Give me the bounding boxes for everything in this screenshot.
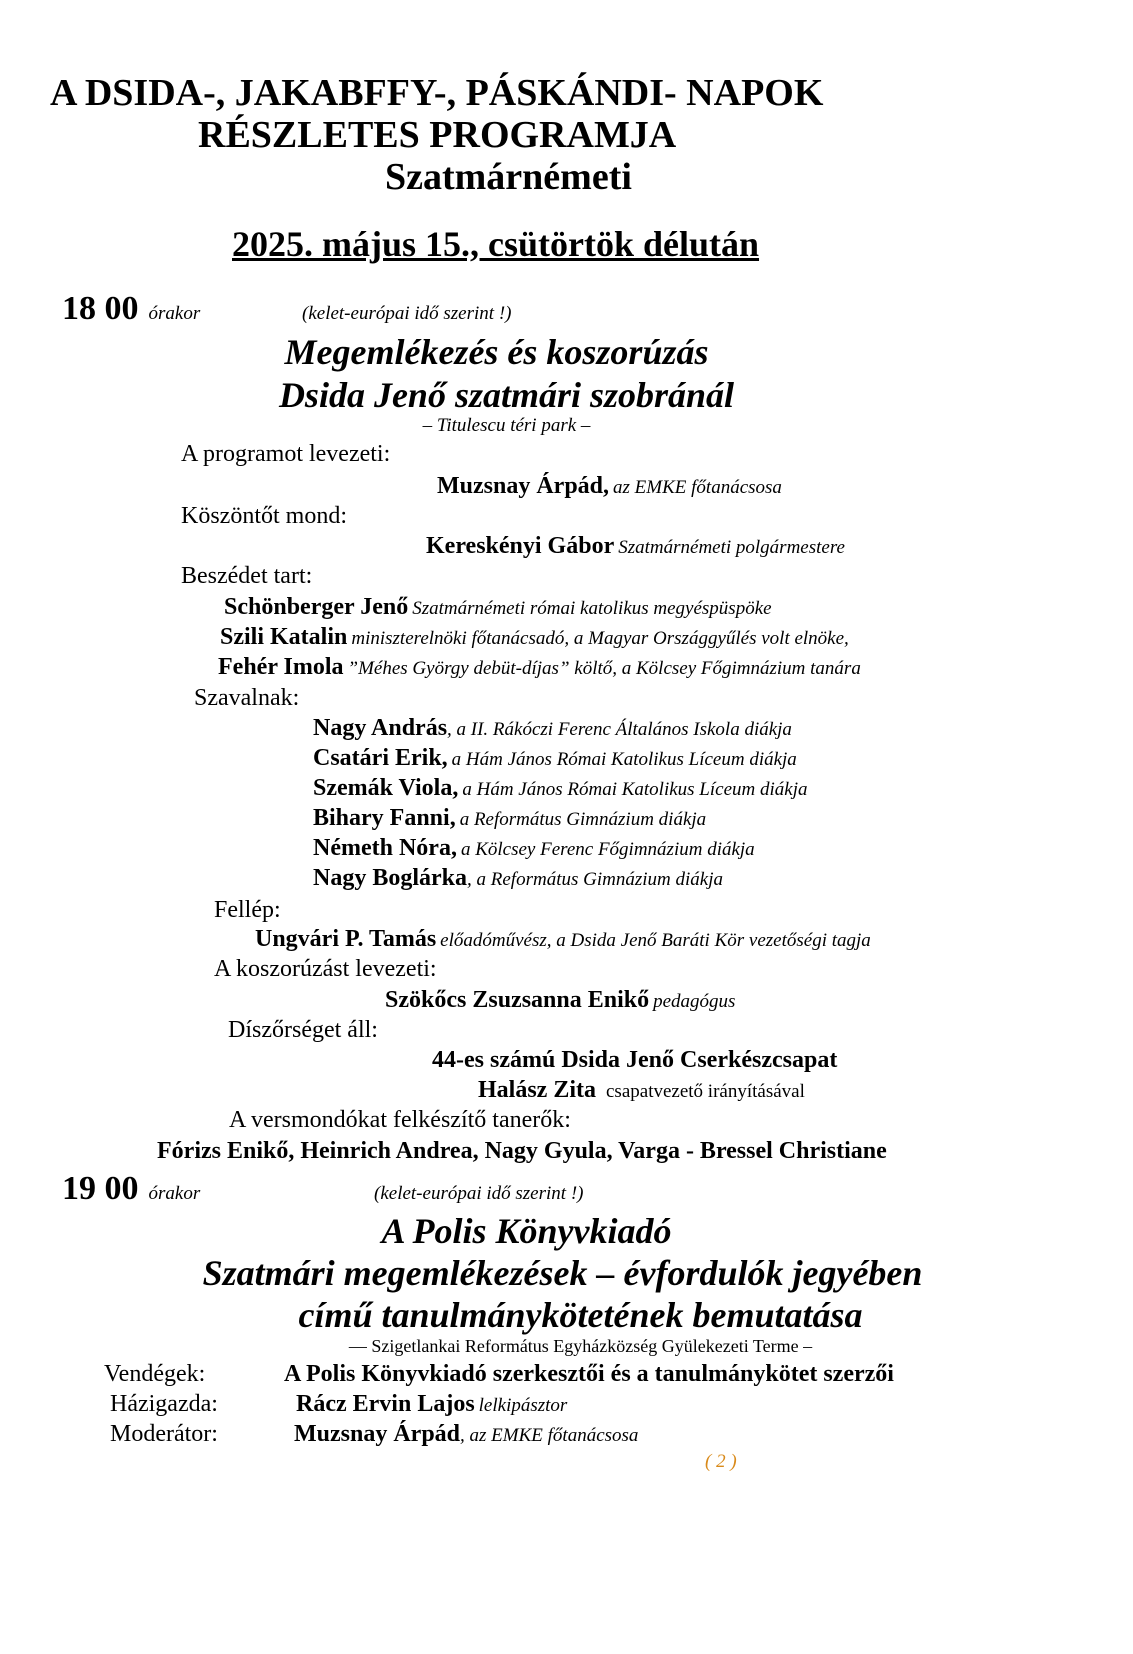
- greet-name: Kereskényi Gábor: [426, 533, 615, 559]
- reciter-name: Bihary Fanni,: [313, 805, 456, 831]
- speaker-row: [218, 655, 861, 679]
- host-name: Muzsnay Árpád,: [437, 473, 610, 499]
- guard-leader-row: [478, 1078, 805, 1102]
- moderator-desc: , az EMKE főtanácsosa: [460, 1425, 639, 1446]
- event1-time: 18 00: [62, 290, 139, 327]
- speaker-desc: ”Méhes György debüt-díjas” költő, a Kölcsey Főgimnázium tanára: [347, 658, 861, 679]
- greet-desc: Szatmárnémeti polgármestere: [618, 537, 845, 558]
- moderator-name: Muzsnay Árpád: [294, 1421, 461, 1447]
- event2-host-label: Házigazda:: [110, 1391, 218, 1417]
- event2-time: 19 00: [62, 1170, 139, 1207]
- greet-label: Köszöntőt mond:: [181, 503, 347, 529]
- host-label: A programot levezeti:: [181, 441, 391, 467]
- speech-label: Beszédet tart:: [181, 563, 313, 589]
- teachers-label: A versmondókat felkészítő tanerők:: [229, 1107, 571, 1133]
- reciter-row: [313, 716, 792, 740]
- moderator-label: Moderátor:: [110, 1421, 218, 1447]
- speaker-name: Szili Katalin: [220, 624, 348, 650]
- event2-time-row: [62, 1172, 200, 1206]
- event2-host-desc: lelkipásztor: [478, 1395, 568, 1416]
- guests-value: A Polis Könyvkiadó szerkesztői és a tanulmánykötet szerzői: [284, 1361, 894, 1387]
- event2-host-row: [296, 1392, 567, 1416]
- event1-title-line2: Dsida Jenő szatmári szobránál: [278, 375, 735, 415]
- program-title-line2: RÉSZLETES PROGRAMJA: [198, 114, 677, 156]
- event1-title-line1: Megemlékezés és koszorúzás: [284, 332, 709, 372]
- reciter-row: [313, 806, 706, 830]
- host-desc: az EMKE főtanácsosa: [613, 477, 782, 498]
- reciter-name: Nagy András: [313, 715, 448, 741]
- moderator-row: [294, 1422, 638, 1446]
- event1-location: – Titulescu téri park –: [422, 415, 591, 436]
- recite-label: Szavalnak:: [194, 685, 300, 711]
- event2-time-note: (kelet-európai idő szerint !): [374, 1183, 584, 1204]
- reciter-name: Németh Nóra,: [313, 835, 457, 861]
- reciter-desc: a Hám János Római Katolikus Líceum diákja: [451, 749, 797, 770]
- teachers-list: Fórizs Enikő, Heinrich Andrea, Nagy Gyula, Varga - Bressel Christiane: [157, 1138, 887, 1164]
- speaker-row: [224, 595, 772, 619]
- reciter-desc: a Református Gimnázium diákja: [459, 809, 707, 830]
- reciter-row: [313, 866, 723, 890]
- event2-host-name: Rácz Ervin Lajos: [296, 1391, 475, 1417]
- reciter-desc: , a II. Rákóczi Ferenc Általános Iskola diákja: [447, 719, 792, 740]
- program-title-line1: A DSIDA-, JAKABFFY-, PÁSKÁNDI- NAPOK: [50, 72, 824, 114]
- event1-time-row: [62, 292, 200, 326]
- wreath-row: [385, 988, 735, 1012]
- perform-name: Ungvári P. Tamás: [255, 926, 437, 952]
- speaker-row: [220, 625, 849, 649]
- speaker-desc: Szatmárnémeti római katolikus megyéspüspöke: [412, 598, 772, 619]
- guard-name: 44-es számú Dsida Jenő Cserkészcsapat: [432, 1047, 838, 1073]
- guard-leader-desc: csapatvezető irányításával: [606, 1081, 805, 1102]
- perform-label: Fellép:: [214, 897, 281, 923]
- event2-title-line1: A Polis Könyvkiadó: [381, 1211, 672, 1251]
- program-date: 2025. május 15., csütörtök délután: [232, 224, 760, 264]
- event1-time-note: (kelet-európai idő szerint !): [302, 303, 512, 324]
- reciter-row: [313, 746, 797, 770]
- reciter-desc: a Hám János Római Katolikus Líceum diákja: [462, 779, 808, 800]
- event2-title-line2: Szatmári megemlékezések – évfordulók jegyében: [202, 1253, 923, 1293]
- guests-label: Vendégek:: [104, 1361, 206, 1387]
- reciter-name: Nagy Boglárka: [313, 865, 468, 891]
- speaker-name: Fehér Imola: [218, 654, 344, 680]
- event2-time-suffix: órakor: [148, 1183, 201, 1204]
- page-number: ( 2 ): [705, 1451, 737, 1472]
- wreath-desc: pedagógus: [653, 991, 736, 1012]
- reciter-desc: , a Református Gimnázium diákja: [467, 869, 723, 890]
- reciter-row: [313, 836, 755, 860]
- greet-row: [426, 534, 845, 558]
- reciter-name: Szemák Viola,: [313, 775, 459, 801]
- reciter-row: [313, 776, 807, 800]
- event1-time-suffix: órakor: [148, 303, 201, 324]
- program-city: Szatmárnémeti: [385, 156, 632, 198]
- host-row: [437, 474, 782, 498]
- reciter-desc: a Kölcsey Ferenc Főgimnázium diákja: [460, 839, 755, 860]
- speaker-desc: miniszterelnöki főtanácsadó, a Magyar Országgyűlés volt elnöke,: [351, 628, 849, 649]
- wreath-name: Szökőcs Zsuzsanna Enikő: [385, 987, 650, 1013]
- reciter-name: Csatári Erik,: [313, 745, 448, 771]
- guard-leader-name: Halász Zita: [478, 1077, 596, 1103]
- event2-location: — Szigetlankai Református Egyházközség Gyülekezeti Terme –: [348, 1336, 813, 1356]
- perform-desc: előadóművész, a Dsida Jenő Baráti Kör vezetőségi tagja: [440, 930, 871, 951]
- wreath-label: A koszorúzást levezeti:: [214, 956, 437, 982]
- perform-row: [255, 927, 871, 951]
- guard-label: Díszőrséget áll:: [228, 1017, 378, 1043]
- event2-title-line3: című tanulmánykötetének bemutatása: [298, 1295, 863, 1335]
- speaker-name: Schönberger Jenő: [224, 594, 409, 620]
